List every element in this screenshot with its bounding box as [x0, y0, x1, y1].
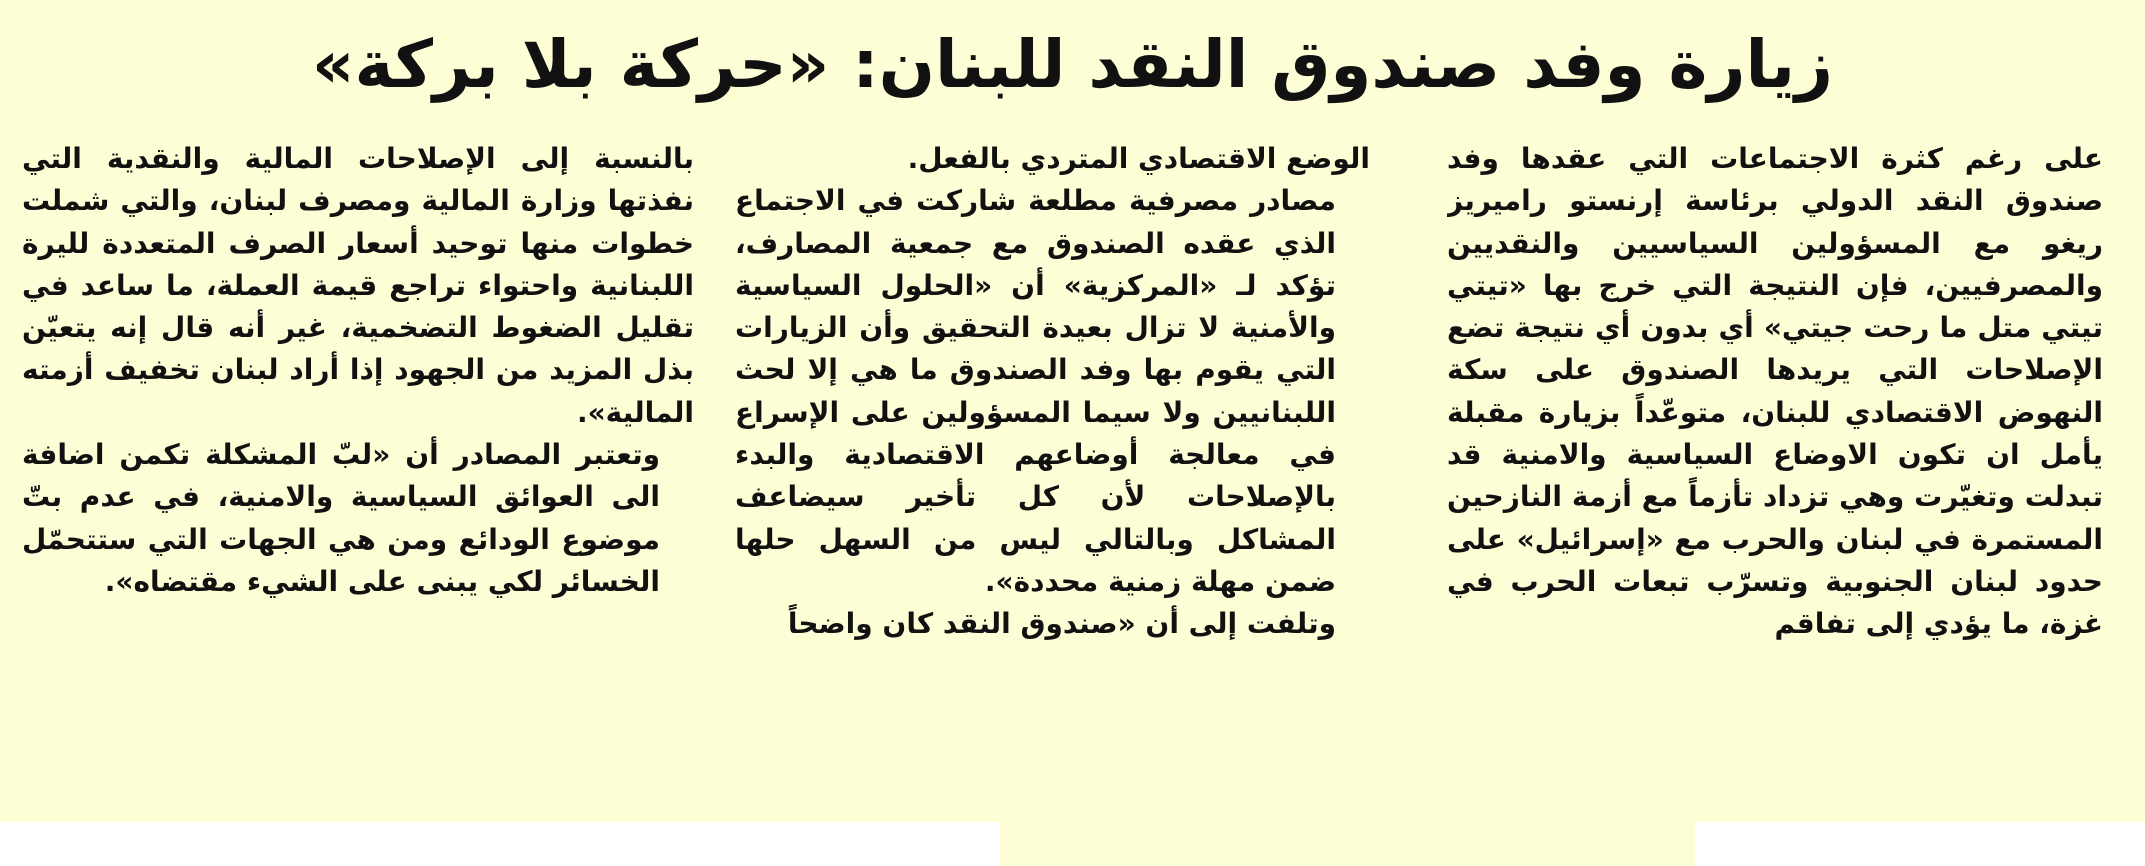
column-2-paragraph-1: الوضع الاقتصادي المتردي بالفعل.: [907, 142, 1370, 175]
article-column-1: [1447, 138, 2137, 758]
clipping-bottom-edge: [1000, 822, 1695, 866]
column-3-paragraph-1: بالنسبة إلى الإصلاحات المالية والنقدية التي نفذتها وزارة المالية ومصرف لبنان، والتي شملت خطوات منها توحيد أسعار الصرف المتعددة لليرة اللبنانية واحتواء تراجع قيمة العملة، ما ساعد في تقليل الضغوط التضخمية، غير أنه قال إنه يتعيّن بذل المزيد من الجهود إذا أراد لبنان تخفيف أزمته المالية».: [22, 142, 694, 429]
column-2-paragraph-3: وتلفت إلى أن «صندوق النقد كان واضحاً: [787, 607, 1336, 641]
article-headline: زيارة وفد صندوق النقد للبنان: «حركة بلا بركة»: [311, 26, 1834, 103]
column-2-paragraph-2: مصادر مصرفية مطلعة شاركت في الاجتماع الذي عقده الصندوق مع جمعية المصارف، تؤكد لـ «المركزية» أن «الحلول السياسية والأمنية لا تزال بعيدة التحقيق وأن الزيارات التي يقوم بها وفد الصندوق ما هي إلا لحث اللبنانيين ولا سيما المسؤولين على الإسراع في معالجة أوضاعهم الاقتصادية والبدء بالإصلاحات لأن كل تأخير سيضاعف المشاكل وبالتالي ليس من السهل حلها ضمن مهلة زمنية محددة».: [735, 184, 1336, 598]
article-column-2: [735, 138, 1370, 758]
article-column-3: [22, 138, 694, 758]
column-1-paragraph-1: على رغم كثرة الاجتماعات التي عقدها وفد صندوق النقد الدولي برئاسة إرنستو راميريز ريغو مع المسؤولين السياسيين والنقديين والمصرفيين، فإن النتيجة التي خرج بها «تيتي تيتي متل ما رحت جيتي» أي بدون أي نتيجة تضع الإصلاحات التي يريدها الصندوق على سكة النهوض الاقتصادي للبنان، متوعّداً بزيارة مقبلة يأمل ان تكون الاوضاع السياسية والامنية قد تبدلت وتغيّرت وهي تزداد تأزماً مع أزمة النازحين المستمرة في لبنان والحرب مع «إسرائيل» على حدود لبنان الجنوبية وتسرّب تبعات الحرب في غزة، ما يؤدي إلى تفاقم: [1447, 142, 2103, 641]
column-3-paragraph-2: وتعتبر المصادر أن «لبّ المشكلة تكمن اضافة الى العوائق السياسية والامنية، في عدم بتّ موضوع الودائع ومن هي الجهات التي ستتحمّل الخسائر لكي يبنى على الشيء مقتضاه».: [22, 438, 660, 598]
